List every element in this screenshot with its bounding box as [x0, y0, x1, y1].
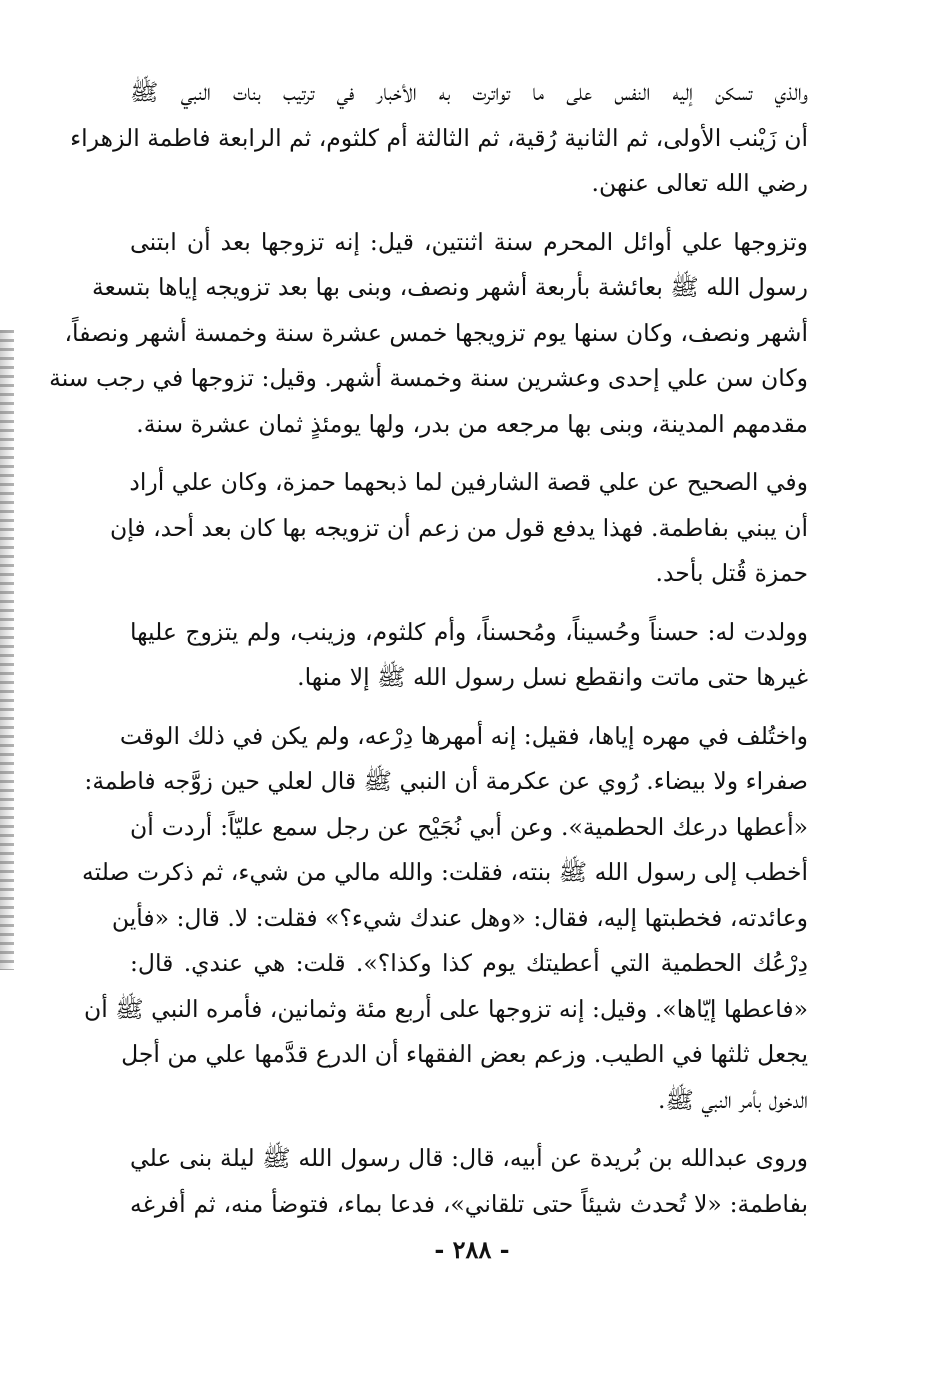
paragraph-1	[70, 70, 808, 207]
text-line: غيرها حتى ماتت وانقطع نسل رسول الله ﷺ إلا منها.	[297, 663, 808, 691]
text-line: وفي الصحيح عن علي قصة الشارفين لما ذبحهما حمزة، وكان علي أراد	[129, 468, 808, 496]
text-line: وروى عبدالله بن بُريدة عن أبيه، قال: قال رسول الله ﷺ ليلة بنى علي	[130, 1144, 808, 1172]
text-line: وكان سن علي إحدى وعشرين سنة وخمسة أشهر. وقيل: تزوجها في رجب سنة	[49, 364, 808, 392]
text-line: رسول الله ﷺ بعائشة بأربعة أشهر ونصف، وبنى بها بعد تزويجه إياها بتسعة	[91, 273, 808, 301]
text-line: «أعطها درعك الحطمية». وعن أبي نُجَيْح عن رجل سمع عليّاً: أردت أن	[130, 812, 808, 841]
page-body-text	[49, 70, 808, 1240]
text-line: «فاعطها إيّاها». وقيل: إنه تزوجها على أربع مئة وثمانين، فأمره النبي ﷺ أن	[84, 994, 808, 1023]
text-line: والذي تسكن إليه النفس على ما تواترت به الأخبار في ترتيب بنات النبي ﷺ	[130, 78, 808, 106]
text-line: أخطب إلى رسول الله ﷺ بنته، فقلت: والله مالي من شيء، ثم ذكرت صلته	[82, 858, 808, 886]
text-line: أشهر ونصف، وكان سنها يوم تزويجها خمس عشرة سنة وخمسة أشهر ونصفاً،	[64, 318, 808, 347]
text-line: يجعل ثلثها في الطيب. وزعم بعض الفقهاء أن الدرع قدَّمها علي من أجل	[121, 1040, 808, 1068]
text-line: الدخول بأمر النبي ﷺ.	[658, 1085, 808, 1114]
paragraph-4	[130, 610, 808, 701]
text-line: وولدت له: حسناً وحُسيناً، ومُحسناً، وأم كلثوم، وزينب، ولم يتزوج عليها	[130, 617, 808, 646]
text-line: واختُلف في مهره إياها، فقيل: إنه أمهرها دِرْعه، ولم يكن في ذلك الوقت	[119, 721, 808, 750]
text-line: أن يبني بفاطمة. فهذا يدفع قول من زعم أن تزويجه بها كان بعد أحد، فإن	[109, 513, 808, 542]
scan-shadow-edge	[0, 330, 14, 970]
text-line: أن زَيْنب الأولى، ثم الثانية رُقية، ثم الثالثة أم كلثوم، ثم الرابعة فاطمة الزهراء	[70, 123, 808, 152]
text-line: دِرْعُك الحطمية التي أعطيتك يوم كذا وكذا؟». قلت: هي عندي. قال:	[130, 949, 808, 977]
text-line: وتزوجها علي أوائل المحرم سنة اثنتين، قيل: إنه تزوجها بعد أن ابتنى	[130, 227, 808, 256]
text-line: وعائدته، فخطبتها إليه، فقال: «وهل عندك شيء؟» فقلت: لا. قال: «فأين	[111, 903, 808, 932]
paragraph-6	[130, 1136, 808, 1227]
text-line: حمزة قُتل بأحد.	[655, 559, 808, 587]
text-line: مقدمهم المدينة، وبنى بها مرجعه من بدر، ولها يومئذٍ ثمان عشرة سنة.	[136, 409, 808, 438]
text-line: رضي الله تعالى عنهن.	[591, 169, 808, 197]
page-number: - ٢٨٨ -	[434, 1235, 510, 1264]
paragraph-3	[109, 460, 808, 597]
text-line: صفراء ولا بيضاء. رُوي عن عكرمة أن النبي ﷺ قال لعلي حين زوَّجه فاطمة:	[84, 767, 808, 795]
paragraph-5	[82, 714, 808, 1124]
paragraph-2	[49, 220, 808, 448]
text-line: بفاطمة: «لا تُحدث شيئاً حتى تلقاني»، فدعا بماء، فتوضأ منه، ثم أفرغه	[130, 1189, 808, 1218]
